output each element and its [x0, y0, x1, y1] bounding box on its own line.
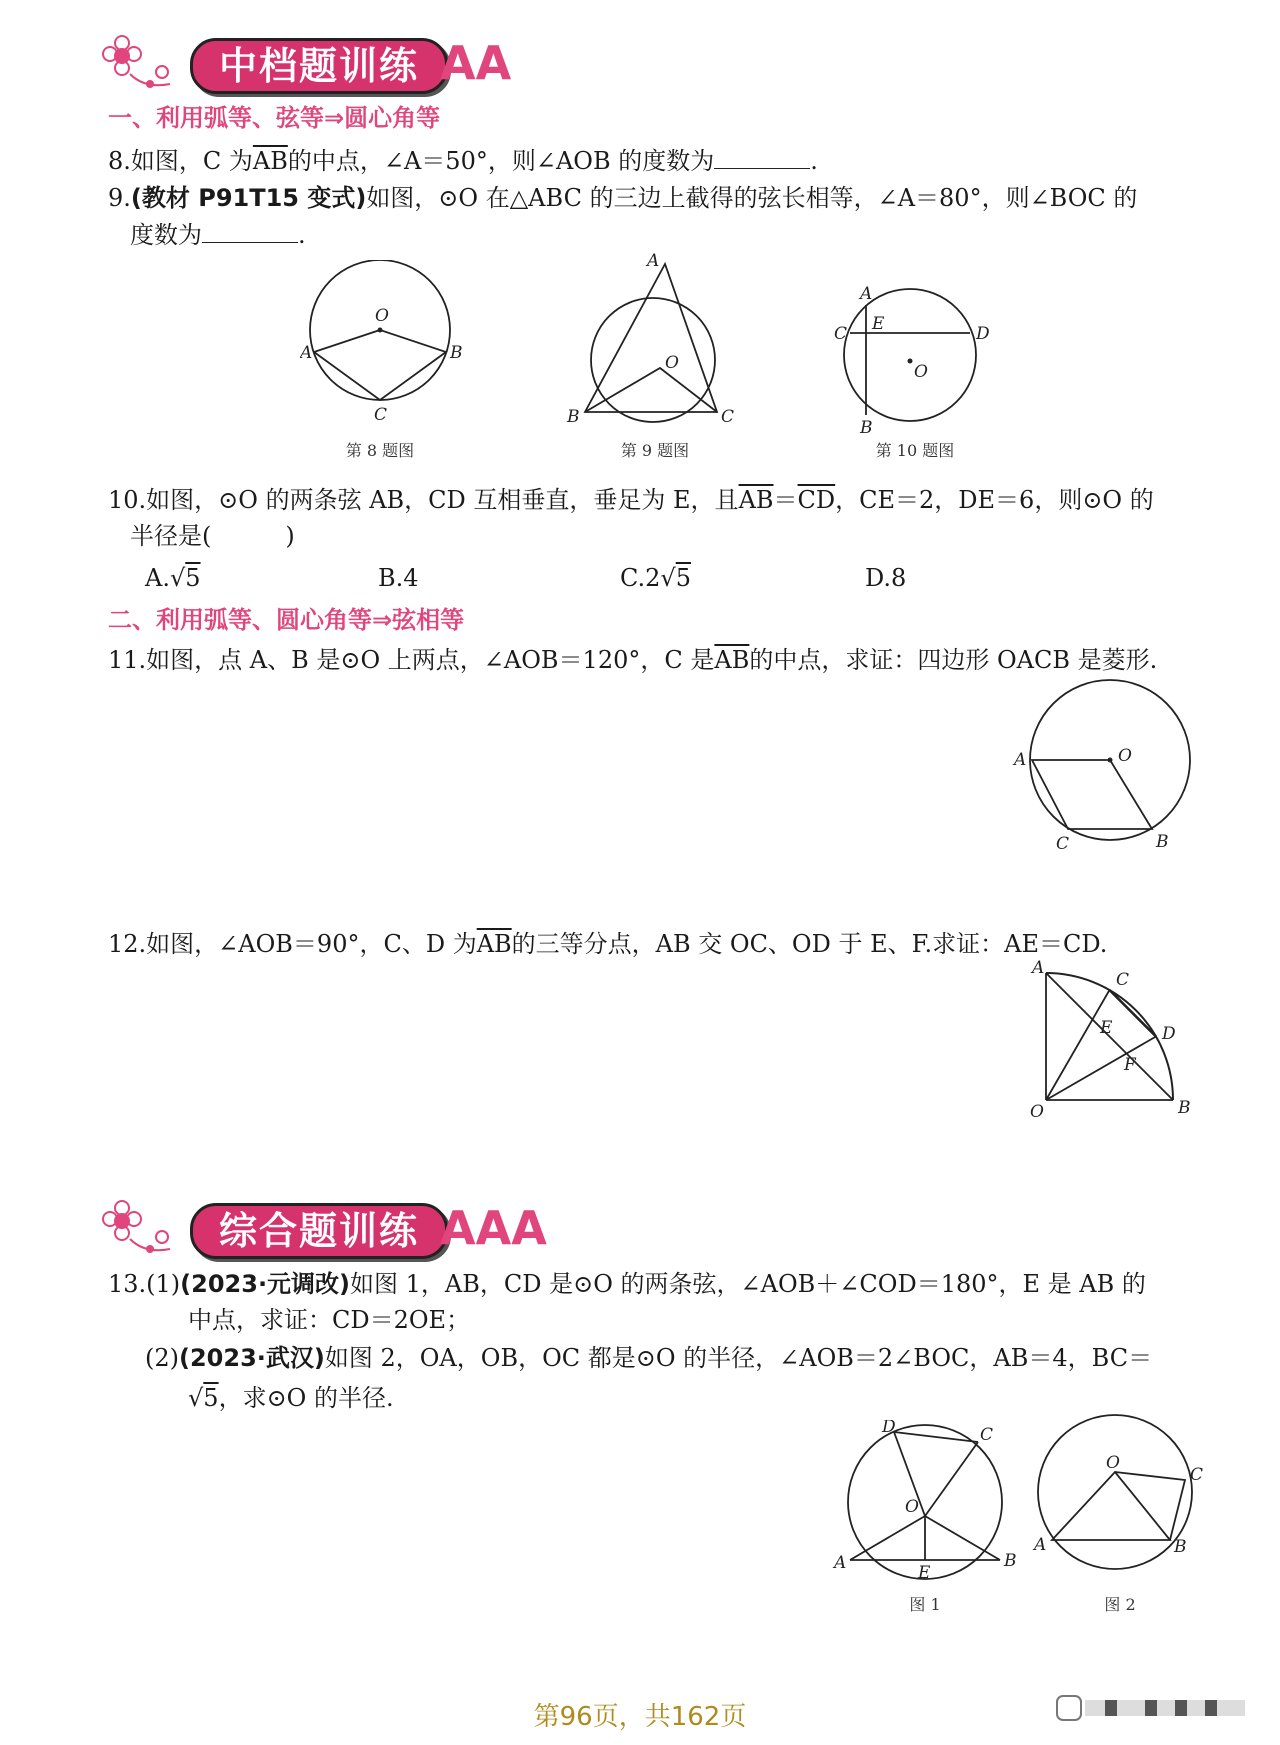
q13-p2-line1: 如图 2，OA，OB，OC 都是⊙O 的半径，∠AOB＝2∠BOC，AB＝4，BC＝	[324, 1344, 1153, 1372]
option-a-radicand: 5	[185, 564, 201, 592]
figure-10	[820, 285, 1000, 435]
figure-9	[565, 250, 745, 430]
fig13a-label-a: A	[834, 1553, 847, 1573]
q13-p2-radicand: 5	[203, 1384, 219, 1412]
q9-answer-blank[interactable]	[202, 216, 298, 243]
question-10-line2	[130, 518, 295, 554]
q9-source: (教材 P91T15 变式)	[130, 184, 367, 212]
fig11-label-b: B	[1156, 832, 1169, 852]
q13-p2-source: (2023·武汉)	[179, 1344, 325, 1372]
difficulty-level-comp: AAA	[440, 1201, 547, 1255]
fig9-caption: 第 9 题图	[620, 441, 690, 460]
q13-p2-text: ，求⊙O 的半径.	[218, 1384, 394, 1412]
fig12-label-o: O	[1030, 1102, 1044, 1122]
fig12-label-b: B	[1178, 1098, 1191, 1118]
sqrt-symbol: √	[188, 1384, 204, 1412]
banner-title-comp: 综合题训练	[190, 1203, 448, 1259]
option-a-letter: A.	[145, 564, 170, 592]
q13-p1-line2: 中点，求证：CD＝2OE；	[188, 1306, 471, 1334]
fig13b-label-c: C	[1190, 1465, 1204, 1485]
fig13a-label-d: D	[882, 1420, 896, 1437]
option-d-text: D.8	[865, 564, 907, 592]
q12-text-a: 12.如图，∠AOB＝90°，C、D 为	[108, 930, 477, 958]
q9-line2: 度数为	[130, 221, 202, 249]
fig8-label-o: O	[375, 306, 389, 326]
fig13b-caption: 图 2	[1104, 1595, 1136, 1614]
q10-arc1: $\overline{AB}$	[738, 486, 774, 514]
fig10-caption: 第 10 题图	[875, 441, 955, 460]
fig11-label-a: A	[1014, 750, 1027, 770]
fig10-label-a: A	[860, 285, 873, 304]
question-11	[108, 642, 1157, 678]
fig10-label-o: O	[914, 362, 928, 382]
q9-line1: 如图，⊙O 在△ABC 的三边上截得的弦长相等，∠A＝80°，则∠BOC 的	[366, 184, 1138, 212]
q10-line1-b: ，CE＝2，DE＝6，则⊙O 的	[835, 486, 1154, 514]
sqrt-symbol: √	[169, 564, 186, 592]
fig9-label-a: A	[647, 251, 660, 271]
fig12-label-e: E	[1100, 1018, 1113, 1038]
q10-option-d[interactable]	[865, 560, 906, 596]
option-c-radicand: 5	[675, 564, 691, 592]
banner-title-mid: 中档题训练	[190, 38, 448, 94]
fig8-caption: 第 8 题图	[345, 441, 415, 460]
q11-arc: $\overline{AB}$	[714, 646, 750, 674]
fig13a-caption: 图 1	[909, 1595, 941, 1614]
fig10-label-e: E	[872, 314, 885, 334]
part-2-title: 二、利用弧等、圆心角等⇒弦相等	[108, 606, 465, 634]
question-13-part1	[108, 1266, 1146, 1302]
q10-option-c[interactable]	[620, 560, 691, 596]
fig9-label-c: C	[721, 407, 735, 427]
question-12	[108, 926, 1107, 962]
figure-12	[1020, 955, 1200, 1125]
fig13b-label-b: B	[1174, 1537, 1187, 1557]
q8-answer-blank[interactable]	[714, 142, 810, 169]
flower-icon	[100, 1199, 190, 1259]
q10-eq: ＝	[773, 486, 798, 514]
fig8-label-b: B	[450, 343, 463, 363]
q10-option-b[interactable]	[378, 560, 419, 596]
q9-text-end: .	[298, 221, 306, 249]
fig13b-label-o: O	[1106, 1453, 1120, 1473]
figure-11	[1010, 675, 1210, 855]
q12-text-b: 的三等分点，AB 交 OC、OD 于 E、F.求证：AE＝CD.	[511, 930, 1108, 958]
q13-p1-line1: 如图 1，AB，CD 是⊙O 的两条弦，∠AOB＋∠COD＝180°，E 是 AB 的	[350, 1270, 1146, 1298]
question-9-line2	[130, 216, 306, 253]
q12-arc: $\overline{AB}$	[476, 930, 512, 958]
q9-number: 9.	[108, 184, 131, 212]
question-10	[108, 482, 1154, 518]
option-b-text: B.4	[378, 564, 419, 592]
fig8-label-c: C	[374, 405, 388, 425]
figure-13-2	[1020, 1410, 1220, 1570]
fig8-label-a: A	[300, 343, 313, 363]
flower-icon	[100, 34, 190, 94]
fig12-label-f: F	[1124, 1055, 1136, 1075]
question-13-part2	[145, 1340, 1152, 1376]
question-9	[108, 180, 1137, 216]
q11-text-a: 11.如图，点 A、B 是⊙O 上两点，∠AOB＝120°，C 是	[108, 646, 715, 674]
figure-8	[300, 260, 480, 430]
fig13a-label-e: E	[918, 1563, 931, 1580]
option-c-coef: 2	[645, 564, 661, 592]
q11-text-b: 的中点，求证：四边形 OACB 是菱形.	[749, 646, 1158, 674]
q8-text-end: .	[810, 147, 818, 175]
section-banner-comp	[100, 1195, 560, 1259]
figure-13-1	[830, 1420, 1020, 1580]
q13-p2-number: (2)	[145, 1344, 179, 1372]
q8-text-a: 8.如图，C 为	[108, 147, 253, 175]
q10-line2-end: )	[285, 522, 295, 550]
q8-text-b: 的中点，∠A＝50°，则∠AOB 的度数为	[287, 147, 715, 175]
q10-line2: 半径是(	[130, 522, 212, 550]
q10-option-a[interactable]	[145, 560, 201, 596]
page-footer: 第96页，共162页	[533, 1702, 747, 1732]
q10-arc2: $\overline{CD}$	[797, 486, 836, 514]
difficulty-level-mid: AA	[440, 36, 512, 90]
part-1-title: 一、利用弧等、弦等⇒圆心角等	[108, 104, 441, 132]
fig9-label-o: O	[665, 353, 679, 373]
section-banner-mid	[100, 30, 520, 94]
q10-line1-a: 10.如图，⊙O 的两条弦 AB，CD 互相垂直，垂足为 E，且	[108, 486, 739, 514]
sqrt-symbol: √	[660, 564, 676, 592]
fig13a-label-o: O	[905, 1497, 919, 1517]
page-scrollbar-icon[interactable]	[1055, 1690, 1255, 1730]
fig11-label-c: C	[1056, 834, 1070, 854]
fig10-label-d: D	[976, 324, 990, 344]
fig12-label-c: C	[1116, 970, 1130, 990]
fig13a-label-b: B	[1004, 1551, 1017, 1571]
fig9-label-b: B	[567, 407, 580, 427]
option-c-letter: C.	[620, 564, 646, 592]
q13-p2-line2	[188, 1380, 394, 1416]
q13-p1-source: (2023·元调改)	[180, 1270, 351, 1298]
fig13a-label-c: C	[980, 1425, 994, 1445]
fig11-label-o: O	[1118, 746, 1132, 766]
fig13b-label-a: A	[1034, 1535, 1047, 1555]
question-8	[108, 142, 818, 179]
q8-arc: $\overline{AB}$	[252, 147, 288, 175]
fig10-label-c: C	[834, 324, 848, 344]
q13-p1-number: 13.(1)	[108, 1270, 181, 1298]
fig12-label-d: D	[1162, 1024, 1176, 1044]
fig12-label-a: A	[1032, 958, 1045, 978]
fig10-label-b: B	[860, 418, 873, 435]
